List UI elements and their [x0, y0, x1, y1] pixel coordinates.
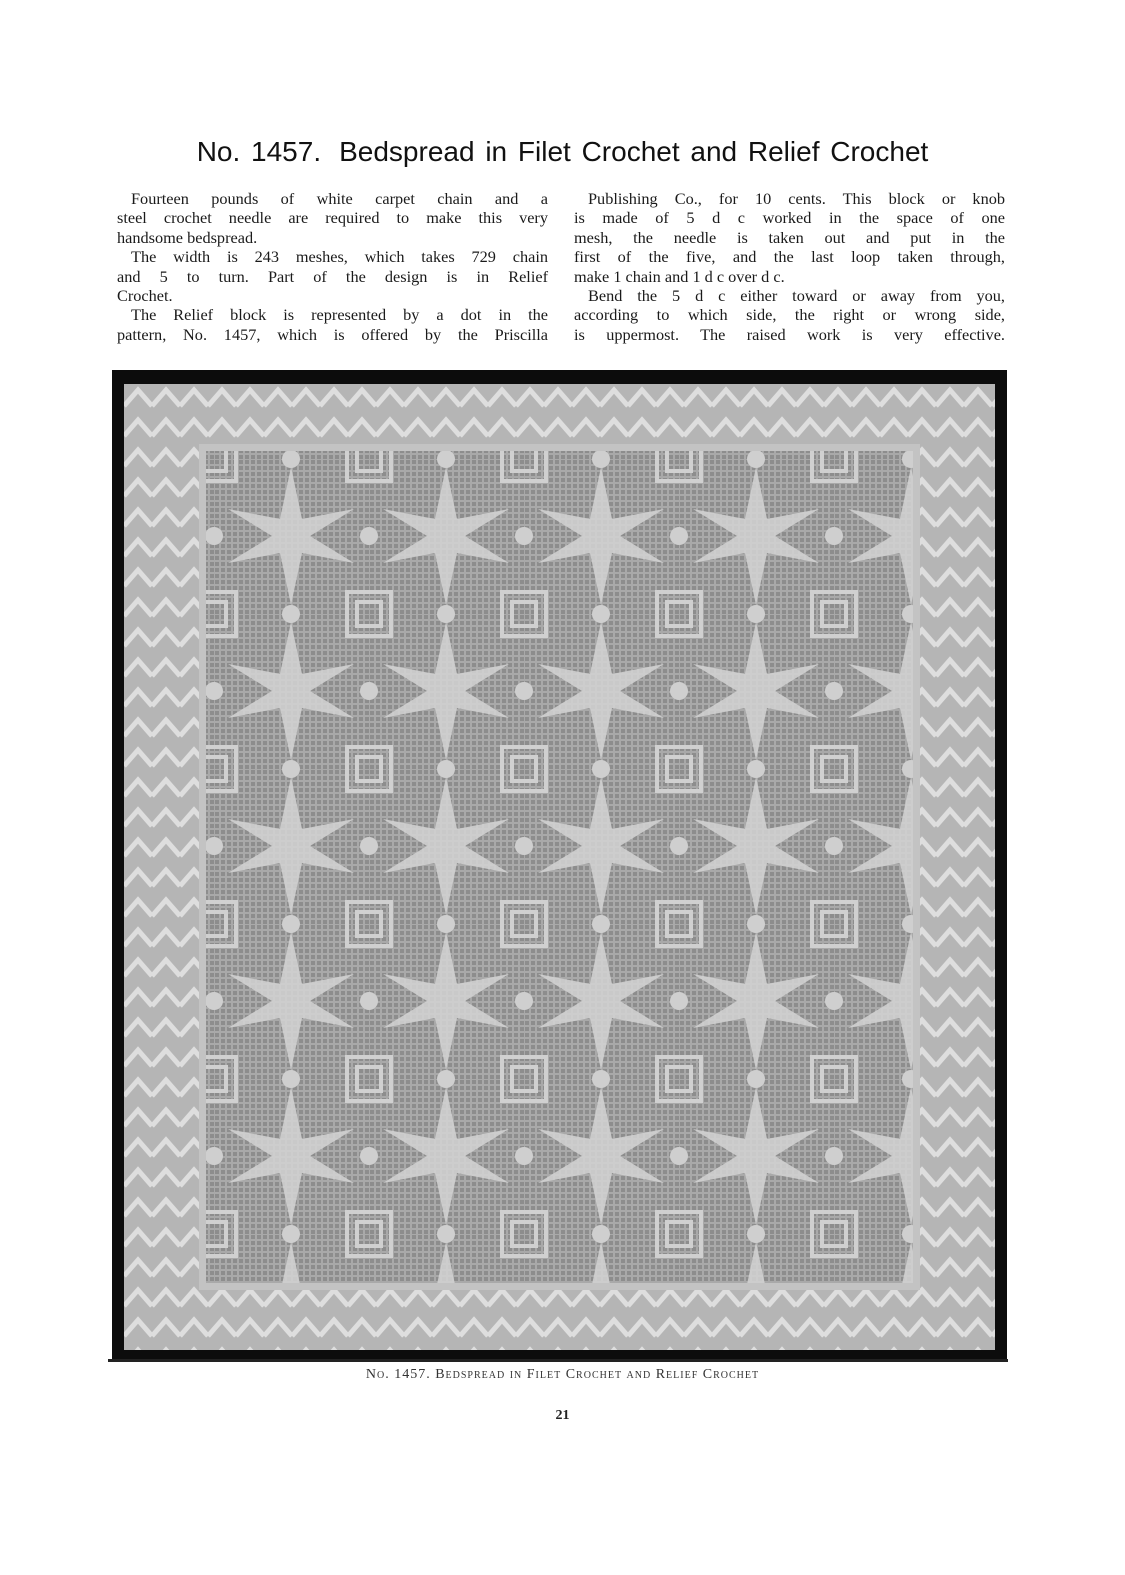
text-line: make 1 chain and 1 d c over d c.: [574, 266, 785, 286]
text-line: handsome bedspread.: [117, 227, 258, 247]
text-line: is uppermost. The raised work is very effective.: [574, 324, 1005, 344]
pattern-number: No. 1457.: [196, 136, 322, 167]
text-line: Publishing Co., for 10 cents. This block or knob: [588, 189, 1005, 208]
text-line: Fourteen pounds of white carpet chain and a: [131, 189, 548, 208]
text-line: first of the five, and the last loop taken through,: [574, 247, 1005, 267]
photo-bottom-rule: [108, 1359, 1008, 1362]
text-line: pattern, No. 1457, which is offered by the Priscilla: [117, 324, 548, 344]
lace-bedspread-image: [124, 384, 995, 1350]
article-title: [0, 136, 1125, 168]
bedspread-photo: [112, 370, 1007, 1362]
text-line: steel crochet needle are required to make this very: [117, 208, 548, 228]
page-number: 21: [555, 1408, 570, 1423]
text-line: Crochet.: [117, 285, 173, 305]
text-line: according to which side, the right or wrong side,: [574, 305, 1005, 325]
text-line: The Relief block is represented by a dot in the: [131, 305, 548, 325]
figure-caption: No. 1457. Bedspread in Filet Crochet and Relief Crochet: [365, 1367, 760, 1382]
text-line: mesh, the needle is taken out and put in the: [574, 227, 1005, 247]
text-line: is made of 5 d c worked in the space of one: [574, 208, 1005, 228]
text-line: and 5 to turn. Part of the design is in Relief: [117, 266, 548, 286]
left-column: [117, 189, 548, 344]
right-column: [574, 189, 1005, 344]
text-line: Bend the 5 d c either toward or away from you,: [588, 285, 1005, 305]
title-text: Bedspread in Filet Crochet and Relief Crochet: [339, 136, 929, 167]
text-line: The width is 243 meshes, which takes 729 chain: [131, 247, 548, 267]
